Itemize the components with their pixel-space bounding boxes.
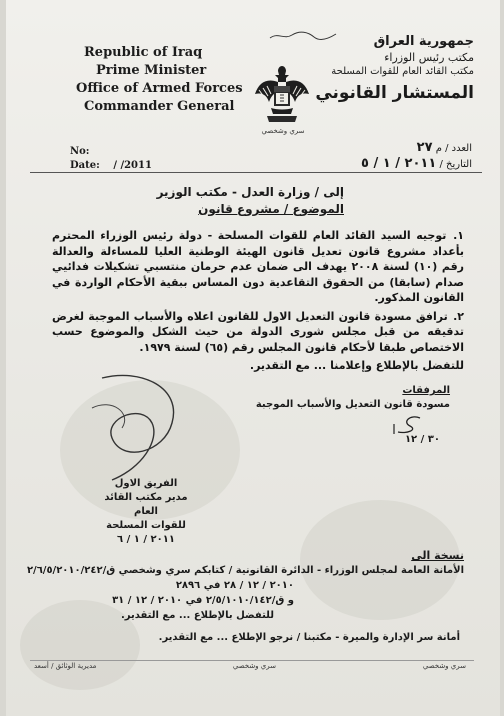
copy-line-4: للتفضل بالإطلاع ... مع التقدير. [120, 610, 274, 621]
arabic-country: جمهورية العراق [373, 34, 474, 49]
paragraph-1-number: ١. [453, 229, 464, 242]
letterhead-country: Republic of Iraq [84, 45, 203, 60]
arabic-reference [361, 140, 472, 172]
paragraph-2-number: ٢. [453, 309, 464, 323]
signature-block [98, 477, 194, 547]
subject: الموضوع / مشروع قانون [198, 202, 344, 216]
scan-edge-left [0, 0, 6, 716]
arabic-office: مكتب رئيس الوزراء [384, 51, 474, 64]
footer-right: سري وشخصي [422, 662, 466, 670]
paragraph-2 [52, 309, 464, 356]
paragraph-1 [52, 228, 464, 306]
date-label-en: Date: [70, 160, 100, 171]
signer-title-2: للقوات المسلحة [106, 520, 186, 531]
scan-edge-right [500, 0, 504, 716]
date-value: ٢٠١١ / ١ / ٥ [361, 156, 437, 171]
attachments-item: مسودة قانون التعديل والأسباب الموجبة [255, 399, 450, 410]
addressee-block [157, 184, 344, 218]
arabic-dept: مكتب القائد العام للقوات المسلحة [331, 66, 474, 77]
copy-line-3: و ق/٢/٥/١٠١٠/١٤٢ في ٢٠١٠ / ١٢ / ٣١ [112, 595, 294, 606]
page-footer [34, 662, 466, 676]
copy-line-1: الأمانة العامة لمجلس الوزراء - الدائرة القانونية / كتابكم سري وشخصي ق/٢/٦/٥/٢٠١٠/٢٤٢ [26, 565, 464, 576]
date-value-en: / /2011 [113, 160, 152, 171]
eagle-emblem-icon [253, 62, 311, 128]
header-divider [30, 172, 482, 173]
copy-line-5: أمانة سر الإدارة والميرة - مكتبنا / نرجو الإطلاع ... مع التقدير. [158, 632, 460, 643]
no-label: No: [70, 146, 90, 157]
closing-line: للتفضل بالإطلاع وإعلامنا ... مع التقدير. [249, 359, 464, 372]
footer-center: سري وشخصي [232, 662, 276, 670]
letterhead-subdept: Commander General [84, 99, 235, 114]
number-label: العدد / م [435, 143, 472, 154]
copies-title: نسخة الى [411, 549, 464, 562]
attachments-block [256, 384, 450, 412]
footer-left: مديرية الوثائق / أسعد [34, 662, 97, 670]
attachments-title: المرفقات [402, 385, 450, 396]
letter-body [52, 228, 464, 377]
signer-title: مدير مكتب القائد العام [104, 492, 188, 517]
letterhead-dept: Office of Armed Forces [76, 81, 243, 96]
arabic-letterhead [315, 34, 474, 105]
footer-divider [30, 660, 474, 661]
signature-date: ٢٠١١ / ١ / ٦ [117, 534, 175, 545]
emblem-caption: سري وشخصي [261, 127, 305, 135]
paragraph-2-text: ترافق مسودة قانون التعديل الاول للقانون اعلاه والأسباب الموجبة لغرض تدقيقه من قبل مجلس شورى الدولة من حيث الشكل والموضوع حسب الاختصاص طبقا لأحكام قانون المجلس رقم (٦٥) لسنة ١٩٧٩. [52, 309, 464, 354]
arabic-legal-advisor: المستشار القانوني [315, 83, 474, 103]
english-letterhead [76, 44, 254, 116]
letterhead-office: Prime Minister [96, 63, 207, 78]
attachments-initials: ٣٠ / ١٢ [404, 434, 440, 445]
handwritten-signature-icon [72, 368, 192, 488]
copy-line-2: ٢٠١٠ / ١٢ / ٢٨ في ٢٨٩٦ [175, 580, 294, 591]
paragraph-1-text: توجيه السيد القائد العام للقوات المسلحة - دولة رئيس الوزراء المحترم بأعداد مشروع قانون تعديل قانون الهيئة الوطنية العليا للمساءلة والعدالة رقم (١٠) لسنة ٢٠٠٨ يهدف الى ضمان عدم حرمان منتسبي تشكيلات فدائيي صدام (سابقا) من الحقوق التقاعدية دون المساس ببقية الأحكام الواردة في القانون المذكور. [52, 229, 464, 304]
copies-block [26, 548, 464, 623]
number-value: ٢٧ [416, 140, 433, 155]
english-reference [70, 145, 152, 173]
signer-rank: الفريق الاول [114, 478, 178, 489]
addressee: إلى / وزارة العدل - مكتب الوزير [156, 185, 344, 199]
date-label: التاريخ / [439, 159, 472, 170]
